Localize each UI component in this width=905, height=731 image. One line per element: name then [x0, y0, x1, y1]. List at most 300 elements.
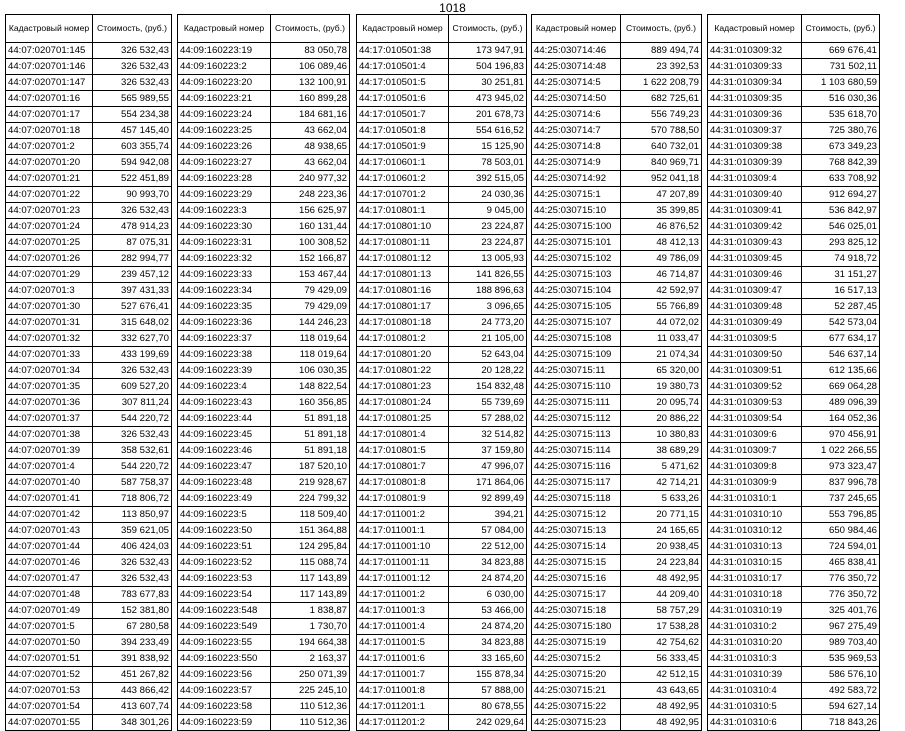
table-row	[178, 491, 350, 507]
cost-cell: 44 072,02	[621, 315, 702, 331]
table-row	[6, 219, 172, 235]
cadastral-number-cell: 44:25:030715:114	[532, 443, 621, 459]
cadastral-number-cell: 44:17:010801:24	[357, 395, 449, 411]
cadastral-number-cell: 44:25:030715:16	[532, 571, 621, 587]
table-row	[357, 187, 527, 203]
table-row	[178, 443, 350, 459]
cost-cell: 187 520,10	[271, 459, 350, 475]
cadastral-number-cell: 44:31:010309:7	[708, 443, 802, 459]
cost-cell: 194 664,38	[271, 635, 350, 651]
table-row	[178, 603, 350, 619]
cost-cell: 22 512,00	[449, 539, 527, 555]
table-row	[532, 491, 702, 507]
cost-cell: 677 634,17	[802, 331, 880, 347]
cadastral-number-cell: 44:09:160223:37	[178, 331, 271, 347]
table-row	[178, 43, 350, 59]
cadastral-number-cell: 44:09:160223:49	[178, 491, 271, 507]
cost-cell: 171 864,06	[449, 475, 527, 491]
table-row	[357, 443, 527, 459]
cost-cell: 457 145,40	[93, 123, 172, 139]
cadastral-number-cell: 44:07:020701:37	[6, 411, 93, 427]
table-row	[708, 155, 880, 171]
cost-cell: 413 607,74	[93, 699, 172, 715]
cadastral-number-cell: 44:07:020701:35	[6, 379, 93, 395]
table-row	[178, 219, 350, 235]
cadastral-number-cell: 44:09:160223:48	[178, 475, 271, 491]
cadastral-number-cell: 44:07:020701:32	[6, 331, 93, 347]
cost-cell: 43 643,65	[621, 683, 702, 699]
table-row	[6, 379, 172, 395]
cadastral-number-cell: 44:17:010801:17	[357, 299, 449, 315]
cadastral-number-cell: 44:31:010309:9	[708, 475, 802, 491]
cost-cell: 47 207,89	[621, 187, 702, 203]
cost-cell: 52 643,04	[449, 347, 527, 363]
ledger-table-4	[531, 14, 702, 731]
table-row	[357, 283, 527, 299]
ledger-table-2	[177, 14, 350, 731]
cost-cell: 536 842,97	[802, 203, 880, 219]
table-row	[357, 571, 527, 587]
cadastral-number-cell: 44:17:011201:2	[357, 715, 449, 731]
cost-cell: 53 466,00	[449, 603, 527, 619]
table-row	[532, 251, 702, 267]
cost-cell: 92 899,49	[449, 491, 527, 507]
table-row	[708, 267, 880, 283]
cost-cell: 640 732,01	[621, 139, 702, 155]
table-row	[178, 571, 350, 587]
table-row	[357, 651, 527, 667]
cadastral-number-cell: 44:17:010801:12	[357, 251, 449, 267]
cost-cell: 155 878,34	[449, 667, 527, 683]
table-row	[6, 715, 172, 731]
table-row	[708, 251, 880, 267]
table-row	[708, 459, 880, 475]
cadastral-number-cell: 44:07:020701:23	[6, 203, 93, 219]
cost-cell: 544 220,72	[93, 411, 172, 427]
cost-cell: 219 928,67	[271, 475, 350, 491]
cost-cell: 358 532,61	[93, 443, 172, 459]
table-row	[357, 427, 527, 443]
table-row	[532, 107, 702, 123]
table-row	[6, 571, 172, 587]
ledger-table-3	[356, 14, 527, 731]
cadastral-number-cell: 44:17:010801:11	[357, 235, 449, 251]
table-header-row	[532, 15, 702, 43]
table-row	[708, 619, 880, 635]
cost-cell: 326 532,43	[93, 427, 172, 443]
cost-cell: 325 401,76	[802, 603, 880, 619]
cadastral-number-cell: 44:17:010501:5	[357, 75, 449, 91]
cost-cell: 152 381,80	[93, 603, 172, 619]
table-row	[178, 59, 350, 75]
table-row	[6, 347, 172, 363]
column-header-cost: Стоимость, (руб.)	[93, 15, 172, 43]
table-row	[178, 683, 350, 699]
cost-cell: 24 874,20	[449, 619, 527, 635]
cadastral-number-cell: 44:09:160223:5	[178, 507, 271, 523]
table-row	[532, 555, 702, 571]
cost-cell: 87 075,31	[93, 235, 172, 251]
cost-cell: 44 209,40	[621, 587, 702, 603]
cost-cell: 542 573,04	[802, 315, 880, 331]
cost-cell: 1 103 680,59	[802, 75, 880, 91]
cadastral-number-cell: 44:09:160223:34	[178, 283, 271, 299]
cadastral-number-cell: 44:07:020701:39	[6, 443, 93, 459]
table-row	[708, 379, 880, 395]
table-row	[357, 267, 527, 283]
cadastral-number-cell: 44:09:160223:549	[178, 619, 271, 635]
cost-cell: 394 233,49	[93, 635, 172, 651]
cost-cell: 20 771,15	[621, 507, 702, 523]
cadastral-number-cell: 44:17:011001:3	[357, 603, 449, 619]
cost-cell: 151 364,88	[271, 523, 350, 539]
table-row	[708, 491, 880, 507]
cost-cell: 20 095,74	[621, 395, 702, 411]
cost-cell: 837 996,78	[802, 475, 880, 491]
cost-cell: 51 891,18	[271, 427, 350, 443]
cadastral-number-cell: 44:25:030715:102	[532, 251, 621, 267]
cadastral-number-cell: 44:31:010309:37	[708, 123, 802, 139]
cost-cell: 100 308,52	[271, 235, 350, 251]
cost-cell: 21 105,00	[449, 331, 527, 347]
cost-cell: 527 676,41	[93, 299, 172, 315]
cadastral-number-cell: 44:09:160223:4	[178, 379, 271, 395]
table-row	[6, 123, 172, 139]
cadastral-number-cell: 44:31:010310:19	[708, 603, 802, 619]
cadastral-number-cell: 44:07:020701:17	[6, 107, 93, 123]
cost-cell: 478 914,23	[93, 219, 172, 235]
table-row	[708, 107, 880, 123]
table-row	[708, 363, 880, 379]
cost-cell: 731 502,11	[802, 59, 880, 75]
column-header-cost: Стоимость, (руб.)	[449, 15, 527, 43]
cadastral-number-cell: 44:07:020701:2	[6, 139, 93, 155]
cost-cell: 504 196,83	[449, 59, 527, 75]
ledger-table-5	[707, 14, 880, 731]
cadastral-number-cell: 44:07:020701:146	[6, 59, 93, 75]
cadastral-number-cell: 44:31:010309:43	[708, 235, 802, 251]
cadastral-number-cell: 44:09:160223:59	[178, 715, 271, 731]
cost-cell: 160 131,44	[271, 219, 350, 235]
table-row	[708, 587, 880, 603]
cost-cell: 326 532,43	[93, 363, 172, 379]
cadastral-number-cell: 44:31:010309:48	[708, 299, 802, 315]
cost-cell: 11 033,47	[621, 331, 702, 347]
cadastral-number-cell: 44:31:010309:49	[708, 315, 802, 331]
cost-cell: 669 676,41	[802, 43, 880, 59]
cadastral-number-cell: 44:17:010501:9	[357, 139, 449, 155]
table-row	[178, 155, 350, 171]
cadastral-number-cell: 44:25:030715:105	[532, 299, 621, 315]
cadastral-number-cell: 44:09:160223:46	[178, 443, 271, 459]
cost-cell: 5 471,62	[621, 459, 702, 475]
cadastral-number-cell: 44:07:020701:3	[6, 283, 93, 299]
cadastral-number-cell: 44:25:030714:9	[532, 155, 621, 171]
cadastral-number-cell: 44:17:010601:2	[357, 171, 449, 187]
table-row	[178, 539, 350, 555]
cost-cell: 489 096,39	[802, 395, 880, 411]
table-row	[708, 331, 880, 347]
cost-cell: 912 694,27	[802, 187, 880, 203]
cost-cell: 970 456,91	[802, 427, 880, 443]
cost-cell: 141 826,55	[449, 267, 527, 283]
cost-cell: 392 515,05	[449, 171, 527, 187]
column-header-cadastral: Кадастровый номер	[6, 15, 93, 43]
table-row	[6, 363, 172, 379]
table-row	[708, 683, 880, 699]
cadastral-number-cell: 44:17:010501:4	[357, 59, 449, 75]
cost-cell: 889 494,74	[621, 43, 702, 59]
cadastral-number-cell: 44:09:160223:38	[178, 347, 271, 363]
table-row	[6, 75, 172, 91]
table-row	[532, 155, 702, 171]
cadastral-number-cell: 44:25:030715:116	[532, 459, 621, 475]
table-row	[708, 187, 880, 203]
table-row	[708, 235, 880, 251]
cost-cell: 20 886,22	[621, 411, 702, 427]
cadastral-number-cell: 44:17:010501:7	[357, 107, 449, 123]
cadastral-number-cell: 44:17:011001:1	[357, 523, 449, 539]
table-row	[357, 523, 527, 539]
cost-cell: 6 030,00	[449, 587, 527, 603]
cost-cell: 293 825,12	[802, 235, 880, 251]
table-row	[708, 523, 880, 539]
cost-cell: 124 295,84	[271, 539, 350, 555]
cadastral-number-cell: 44:31:010310:15	[708, 555, 802, 571]
table-row	[6, 475, 172, 491]
cadastral-number-cell: 44:17:010801:20	[357, 347, 449, 363]
table-row	[178, 555, 350, 571]
table-row	[178, 379, 350, 395]
table-row	[532, 507, 702, 523]
table-row	[357, 475, 527, 491]
cadastral-number-cell: 44:09:160223:24	[178, 107, 271, 123]
cost-cell: 315 648,02	[93, 315, 172, 331]
table-row	[357, 91, 527, 107]
cost-cell: 32 514,82	[449, 427, 527, 443]
cost-cell: 160 899,28	[271, 91, 350, 107]
cost-cell: 989 703,40	[802, 635, 880, 651]
table-row	[532, 539, 702, 555]
cadastral-number-cell: 44:25:030715:14	[532, 539, 621, 555]
cost-cell: 1 622 208,79	[621, 75, 702, 91]
cadastral-number-cell: 44:31:010309:39	[708, 155, 802, 171]
table-row	[532, 219, 702, 235]
cadastral-number-cell: 44:09:160223:19	[178, 43, 271, 59]
table-row	[532, 75, 702, 91]
table-row	[532, 459, 702, 475]
cost-cell: 451 267,82	[93, 667, 172, 683]
cost-cell: 394,21	[449, 507, 527, 523]
cost-cell: 42 592,97	[621, 283, 702, 299]
cadastral-number-cell: 44:25:030715:100	[532, 219, 621, 235]
cadastral-number-cell: 44:31:010309:45	[708, 251, 802, 267]
cadastral-number-cell: 44:31:010310:12	[708, 523, 802, 539]
cost-cell: 33 165,60	[449, 651, 527, 667]
cost-cell: 57 888,00	[449, 683, 527, 699]
cost-cell: 326 532,43	[93, 43, 172, 59]
cadastral-number-cell: 44:31:010309:53	[708, 395, 802, 411]
cadastral-number-cell: 44:25:030715:110	[532, 379, 621, 395]
cadastral-number-cell: 44:31:010309:33	[708, 59, 802, 75]
cadastral-number-cell: 44:25:030715:113	[532, 427, 621, 443]
cost-cell: 106 089,46	[271, 59, 350, 75]
table-row	[357, 491, 527, 507]
cost-cell: 5 633,26	[621, 491, 702, 507]
cost-cell: 24 223,84	[621, 555, 702, 571]
table-row	[532, 587, 702, 603]
cost-cell: 952 041,18	[621, 171, 702, 187]
cadastral-number-cell: 44:25:030715:1	[532, 187, 621, 203]
cost-cell: 326 532,43	[93, 75, 172, 91]
table-row	[6, 523, 172, 539]
table-row	[708, 283, 880, 299]
cost-cell: 110 512,36	[271, 715, 350, 731]
table-row	[357, 507, 527, 523]
cadastral-number-cell: 44:31:010309:35	[708, 91, 802, 107]
table-row	[178, 587, 350, 603]
cadastral-number-cell: 44:09:160223:39	[178, 363, 271, 379]
cost-cell: 106 030,35	[271, 363, 350, 379]
cadastral-number-cell: 44:09:160223:21	[178, 91, 271, 107]
cadastral-number-cell: 44:09:160223:31	[178, 235, 271, 251]
table-row	[6, 395, 172, 411]
cadastral-number-cell: 44:25:030714:46	[532, 43, 621, 59]
cadastral-number-cell: 44:31:010309:5	[708, 331, 802, 347]
cost-cell: 80 678,55	[449, 699, 527, 715]
cadastral-number-cell: 44:09:160223:20	[178, 75, 271, 91]
cadastral-number-cell: 44:17:011001:12	[357, 571, 449, 587]
cadastral-number-cell: 44:25:030714:5	[532, 75, 621, 91]
cadastral-number-cell: 44:17:010501:6	[357, 91, 449, 107]
cadastral-number-cell: 44:31:010310:18	[708, 587, 802, 603]
table-row	[178, 235, 350, 251]
cadastral-number-cell: 44:17:010801:16	[357, 283, 449, 299]
table-row	[532, 651, 702, 667]
table-row	[357, 619, 527, 635]
cost-cell: 737 245,65	[802, 491, 880, 507]
cadastral-number-cell: 44:07:020701:25	[6, 235, 93, 251]
table-row	[6, 251, 172, 267]
cost-cell: 57 288,02	[449, 411, 527, 427]
cadastral-number-cell: 44:09:160223:56	[178, 667, 271, 683]
table-row	[178, 619, 350, 635]
table-row	[532, 635, 702, 651]
table-row	[532, 347, 702, 363]
table-row	[532, 411, 702, 427]
cost-cell: 184 681,16	[271, 107, 350, 123]
cadastral-number-cell: 44:25:030715:11	[532, 363, 621, 379]
cadastral-number-cell: 44:07:020701:30	[6, 299, 93, 315]
table-row	[6, 235, 172, 251]
table-row	[6, 107, 172, 123]
cadastral-number-cell: 44:09:160223:47	[178, 459, 271, 475]
cadastral-number-cell: 44:09:160223:52	[178, 555, 271, 571]
cost-cell: 156 625,97	[271, 203, 350, 219]
cadastral-number-cell: 44:17:010801:2	[357, 331, 449, 347]
cadastral-number-cell: 44:17:011001:6	[357, 651, 449, 667]
table-row	[6, 59, 172, 75]
cadastral-number-cell: 44:07:020701:31	[6, 315, 93, 331]
table-row	[6, 539, 172, 555]
cadastral-number-cell: 44:17:010701:2	[357, 187, 449, 203]
table-row	[357, 43, 527, 59]
cadastral-number-cell: 44:25:030715:117	[532, 475, 621, 491]
cost-cell: 546 637,14	[802, 347, 880, 363]
table-row	[708, 427, 880, 443]
table-row	[532, 59, 702, 75]
cost-cell: 224 799,32	[271, 491, 350, 507]
cost-cell: 24 874,20	[449, 571, 527, 587]
cost-cell: 1 838,87	[271, 603, 350, 619]
table-row	[178, 427, 350, 443]
cost-cell: 248 223,36	[271, 187, 350, 203]
cost-cell: 443 866,42	[93, 683, 172, 699]
table-row	[178, 507, 350, 523]
table-row	[708, 555, 880, 571]
cost-cell: 83 050,78	[271, 43, 350, 59]
cost-cell: 397 431,33	[93, 283, 172, 299]
cost-cell: 57 084,00	[449, 523, 527, 539]
cadastral-number-cell: 44:25:030715:103	[532, 267, 621, 283]
cost-cell: 973 323,47	[802, 459, 880, 475]
table-row	[178, 635, 350, 651]
cadastral-number-cell: 44:07:020701:20	[6, 155, 93, 171]
cost-cell: 115 088,74	[271, 555, 350, 571]
table-row	[357, 699, 527, 715]
cost-cell: 522 451,89	[93, 171, 172, 187]
cost-cell: 58 757,29	[621, 603, 702, 619]
cadastral-number-cell: 44:09:160223:51	[178, 539, 271, 555]
cadastral-number-cell: 44:17:010501:8	[357, 123, 449, 139]
cadastral-number-cell: 44:09:160223:27	[178, 155, 271, 171]
cost-cell: 144 246,23	[271, 315, 350, 331]
table-row	[532, 187, 702, 203]
cadastral-number-cell: 44:07:020701:36	[6, 395, 93, 411]
cadastral-number-cell: 44:17:010801:22	[357, 363, 449, 379]
cost-cell: 24 165,65	[621, 523, 702, 539]
cadastral-number-cell: 44:07:020701:42	[6, 507, 93, 523]
cadastral-number-cell: 44:31:010310:20	[708, 635, 802, 651]
cost-cell: 967 275,49	[802, 619, 880, 635]
cadastral-number-cell: 44:31:010309:34	[708, 75, 802, 91]
cadastral-number-cell: 44:17:010601:1	[357, 155, 449, 171]
cadastral-number-cell: 44:17:011201:1	[357, 699, 449, 715]
cost-cell: 42 512,15	[621, 667, 702, 683]
table-row	[178, 299, 350, 315]
cost-cell: 725 380,76	[802, 123, 880, 139]
table-row	[708, 475, 880, 491]
table-row	[6, 331, 172, 347]
cadastral-number-cell: 44:25:030714:6	[532, 107, 621, 123]
table-row	[532, 235, 702, 251]
cost-cell: 37 159,80	[449, 443, 527, 459]
cadastral-number-cell: 44:31:010310:39	[708, 667, 802, 683]
cost-cell: 31 151,27	[802, 267, 880, 283]
cost-cell: 65 320,00	[621, 363, 702, 379]
table-row	[6, 635, 172, 651]
table-row	[532, 315, 702, 331]
cadastral-number-cell: 44:17:010801:5	[357, 443, 449, 459]
cost-cell: 1 730,70	[271, 619, 350, 635]
cadastral-number-cell: 44:17:010501:38	[357, 43, 449, 59]
table-row	[357, 635, 527, 651]
cost-cell: 38 689,29	[621, 443, 702, 459]
cadastral-number-cell: 44:31:010309:36	[708, 107, 802, 123]
cadastral-number-cell: 44:25:030714:8	[532, 139, 621, 155]
column-header-cadastral: Кадастровый номер	[532, 15, 621, 43]
table-row	[6, 587, 172, 603]
